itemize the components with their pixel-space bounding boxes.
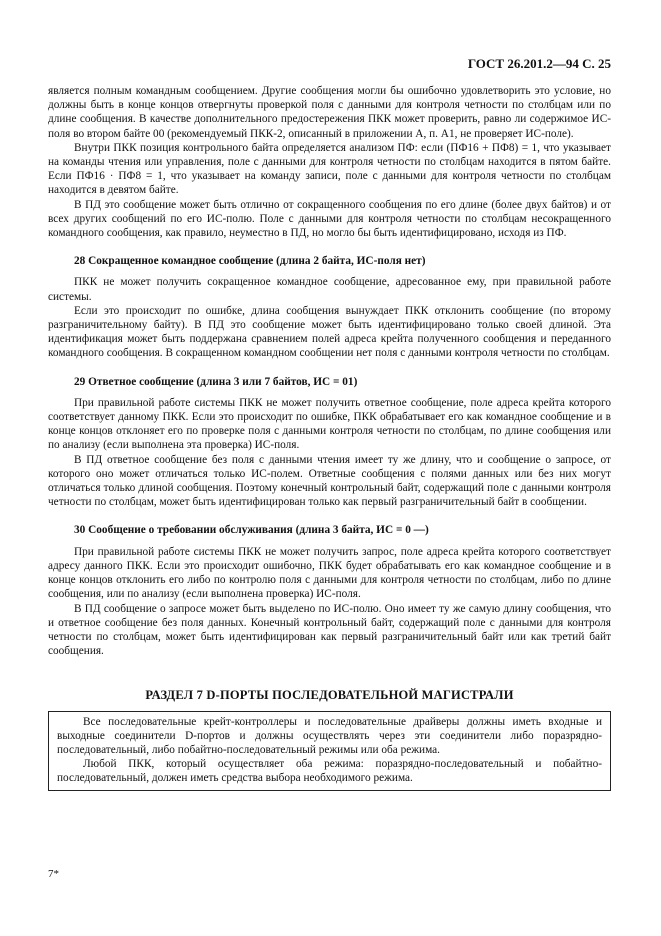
section-heading-28: 28 Сокращенное командное сообщение (длина 2 байта, ИС-поля нет) <box>74 255 426 268</box>
section-heading-30: 30 Сообщение о требовании обслуживания (длина 3 байта, ИС = 0 —) <box>74 524 429 537</box>
paragraph: В ПД ответное сообщение без поля с данными чтения имеет ту же длину, что и сообщение о запросе, от которого оно может отличаться только ИС-полем. Ответные сообщения с полями данных или без них могут отличаться только длиной сообщения. Поэтому конечный контрольный байт, содержащий поле с данными контроля четности по столбцам, может быть идентифицирован только как первый разграничительный байт в сообщении. <box>48 453 611 509</box>
paragraph: Любой ПКК, который осуществляет оба режима: поразрядно-последовательный и побайтно-последовательный, должен иметь средства выбора необходимого режима. <box>57 758 602 785</box>
page-body <box>48 84 611 791</box>
section-7-title: РАЗДЕЛ 7 D-ПОРТЫ ПОСЛЕДОВАТЕЛЬНОЙ МАГИСТРАЛИ <box>145 688 514 703</box>
paragraph: При правильной работе системы ПКК не может получить ответное сообщение, поле адреса крейта которого соответствует данному ПКК. Если это происходит по ошибке, ПКК обрабатывает его как командное сообщение и в конце концов отклоняет его по проверке поля с данными контроля четности по столбцам, по длине сообщения или по анализу (если выполнена эта проверка) ИС-поля. <box>48 396 611 452</box>
paragraph: Внутри ПКК позиция контрольного байта определяется анализом ПФ: если (ПФ16 + ПФ8) = 1, что указывает на команды чтения или управления, поле с данными для контроля четности по столбцам находится в пятом байте. Если ПФ16 · ПФ8 = 1, что указывает на команду записи, поле с данными для контроля четности по столбцам находится в девятом байте. <box>48 141 611 197</box>
paragraph: является полным командным сообщением. Другие сообщения могли бы ошибочно удовлетворить это условие, но должны быть в конце концов отвергнуты проверкой поля с данными для контроля четности по столбцам или по длине сообщения. В качестве дополнительного предостережения ПКК может проверить, равно ли содержимое ИС-поля во втором байте 00 (рекомендуемый ПКК-2, описанный в приложении А, п. А1, не проверяет ИС-поле). <box>48 85 611 140</box>
paragraph: Все последовательные крейт-контроллеры и последовательные драйверы должны иметь входные и выходные соединители D-портов и должны осуществлять через эти соединители либо поразрядно-последовательный, либо побайтно-последовательный режимы или оба режима. <box>57 715 602 756</box>
section-heading-29: 29 Ответное сообщение (длина 3 или 7 байтов, ИС = 01) <box>74 375 358 388</box>
paragraph: Если это происходит по ошибке, длина сообщения вынуждает ПКК отклонить сообщение (по второму разграничительному байту). В ПД это сообщение может быть идентифицировано только своей длиной. Эта идентификация может быть поддержана сравнением полей адреса крейта полученного сообщения и переданного командного сообщения. В сокращенном командном сообщении нет поля с данными контроля четности по столбцам. <box>48 304 611 360</box>
paragraph: ПКК не может получить сокращенное командное сообщение, адресованное ему, при правильной работе системы. <box>48 276 611 303</box>
paragraph: В ПД сообщение о запросе может быть выделено по ИС-полю. Оно имеет ту же самую длину сообщения, что и ответное сообщение без поля данных. Конечный контрольный байт, содержащий поле с данными для контроля четности по столбцам, может быть идентифицирован как первый разграничительный байт или как третий байт сообщения. <box>48 602 611 658</box>
paragraph: При правильной работе системы ПКК не может получить запрос, поле адреса крейта которого соответствует адресу данного ПКК. Если это происходит ошибочно, ПКК будет обрабатывать его как командное сообщение и в конце концов отклонить его либо по контролю поля с данными для контроля четности по столбцам, либо по длине сообщения, или по анализу (если выполнена проверка) ИС-поля. <box>48 545 611 601</box>
page-footer-mark: 7* <box>48 868 59 880</box>
paragraph: В ПД это сообщение может быть отлично от сокращенного сообщения по его длине (более двух байтов) и от всех других сообщений по его ИС-полю. Поле с данными для контроля четности по столбцам несокращенного командного сообщения, как правило, неуместно в ПД, но могло бы быть идентифицировано, исходя из ПФ. <box>48 198 611 240</box>
page-header: ГОСТ 26.201.2—94 С. 25 <box>467 56 611 71</box>
boxed-requirement <box>48 711 611 791</box>
